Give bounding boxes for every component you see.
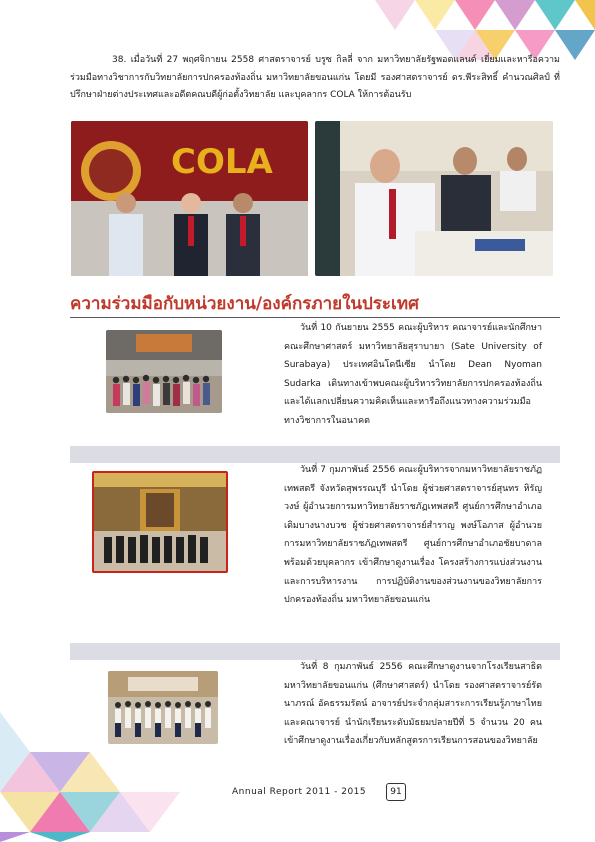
entry-text: วันที่ 8 กุมภาพันธ์ 2556 คณะศึกษาดูงานจากโรงเรียนสาธิตมหาวิทยาลัยขอนแก่น (ศึกษาศาสตร์) นำโดย รองศาสตราจารย์รัตนาภรณ์ อัคธรรมรัตน์ อาจารย์ประจำกลุ่มสาระการเรียนรู้ภาษาไทย และคณาจารย์ นำนักเรียนระดับมัธยมปลายปีที่ 5 จำนวน 20 คน เข้าศึกษาดูงานเรื่องเกี่ยวกับหลักสูตรการเรียนการสอนของวิทยาลัย: [284, 662, 542, 747]
entry-text: วันที่ 10 กันยายน 2555 คณะผู้บริหาร คณาจารย์และนักศึกษาคณะศึกษาศาสตร์ มหาวิทยาลัยสุราบายา (Sate University of Surabaya) ประเทศอินโดนีเซีย นำโดย Dean Nyoman Sudarka เดินทางเข้าพบคณะผู้บริหารวิทยาลัยการปกครองท้องถิ่น และได้แลกเปลี่ยนความคิดเห็นและหารือถึงแนวทางความร่วมมือทางวิชาการในอนาคต: [284, 323, 542, 426]
page-number: 91: [386, 783, 406, 801]
title-rule: [70, 317, 560, 318]
thepsatri-visit-photo: [92, 471, 228, 573]
footer-report-label: Annual Report 2011 - 2015: [232, 787, 367, 797]
cola-visit-photo: [71, 121, 308, 276]
intro-paragraph: 38. เมื่อวันที่ 27 พฤศจิกายน 2558 ศาสตราจารย์ บรูซ กิลลี่ จาก มหาวิทยาลัยรัฐพอตแลนด์ เยี่ยมและหารือความร่วมมือทางวิชาการกับวิทยาลัยการปกครองท้องถิ่น มหาวิทยาลัยขอนแก่น โดยมี รองศาสตราจารย์ ดร.พีระสิทธิ์ คำนวณศิลป์ ที่ปรึกษาฝ่ายต่างประเทศและอดีตคณบดีผู้ก่อตั้งวิทยาลัย และบุคลากร COLA ให้การต้อนรับ: [70, 55, 560, 100]
section-title: ความร่วมมือกับหน่วยงาน/องค์กรภายในประเทศ: [70, 294, 419, 314]
entry-text: วันที่ 7 กุมภาพันธ์ 2556 คณะผู้บริหารจากมหาวิทยาลัยราชภัฏเทพสตรี จังหวัดสุพรรณบุรี นำโดย ผู้ช่วยศาสตราจารย์สุนทร หิรัญวงษ์ ผู้อำนวยการมหาวิทยาลัยราชภัฏเทพสตรี ศูนย์การศึกษาอำเภอเดิมบางนางบวช ผู้ช่วยศาสตราจารย์สำราญ พงษ์โอภาส ผู้อำนวยการมหาวิทยาลัยราชภัฏเทพสตรี ศูนย์การศึกษาอำเภอชัยบาดาล พร้อมด้วยบุคลากร เข้าศึกษาดูงานเรื่อง โครงสร้างการแบ่งส่วนงานและการบริหารงาน การปฏิบัติงานของส่วนงานของวิทยาลัยการปกครองท้องถิ่น มหาวิทยาลัยขอนแก่น: [284, 465, 542, 606]
cola-banner-text: COLA: [171, 142, 273, 182]
meeting-photo: [315, 121, 553, 276]
surabaya-group-photo: [106, 330, 222, 413]
kku-demonstration-school-photo: [108, 671, 218, 744]
